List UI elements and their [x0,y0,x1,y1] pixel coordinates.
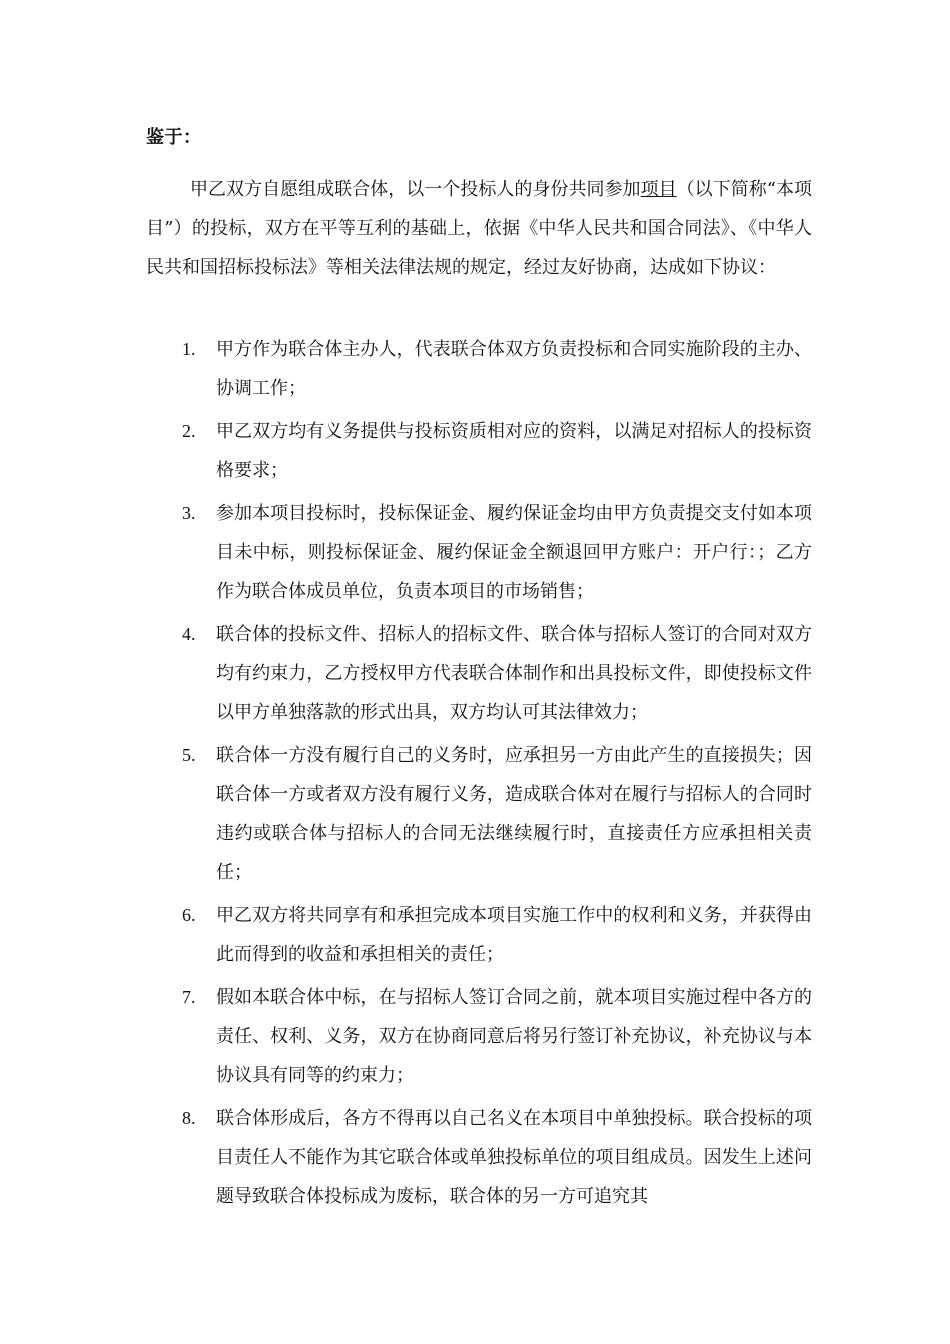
clause-item [146,330,812,408]
clause-item [146,896,812,974]
clause-item [146,736,812,892]
clause-item [146,494,812,611]
intro-paragraph [146,170,812,287]
section-heading: 鉴于： [146,127,202,148]
clause-text: 参加本项目投标时，投标保证金、履约保证金均由甲方负责提交支付如本项目未中标，则投标保证金、履约保证金全额退回甲方账户：开户行：；乙方作为联合体成员单位，负责本项目的市场销售； [216,503,812,602]
clause-text: 甲方作为联合体主办人，代表联合体双方负责投标和合同实施阶段的主办、协调工作； [216,339,812,399]
clause-number: 2. [182,421,196,441]
intro-text-before: 甲乙双方自愿组成联合体，以一个投标人的身份共同参加 [190,179,641,200]
clause-number: 4. [182,624,196,644]
clause-number: 6. [182,905,196,925]
clause-item [146,978,812,1095]
clause-number: 8. [182,1108,196,1128]
agreement-clause-list [146,330,812,1220]
clause-text: 假如本联合体中标，在与招标人签订合同之前，就本项目实施过程中各方的责任、权利、义务，双方在协商同意后将另行签订补充协议，补充协议与本协议具有同等的约束力； [216,987,812,1086]
clause-text: 联合体的投标文件、招标人的招标文件、联合体与招标人签订的合同对双方均有约束力，乙方授权甲方代表联合体制作和出具投标文件，即使投标文件以甲方单独落款的形式出具，双方均认可其法律效力； [216,624,812,723]
clause-text: 甲乙双方均有义务提供与投标资质相对应的资料，以满足对招标人的投标资格要求； [216,421,812,481]
clause-text: 联合体一方没有履行自己的义务时，应承担另一方由此产生的直接损失；因联合体一方或者双方没有履行义务，造成联合体对在履行与招标人的合同时违约或联合体与招标人的合同无法继续履行时，直接责任方应承担相关责任； [216,745,812,883]
clause-number: 7. [182,987,196,1007]
clause-number: 1. [182,339,196,359]
clause-item [146,1099,812,1216]
clause-number: 5. [182,745,196,765]
project-name-underlined: 项目 [640,179,677,200]
intro-text-after: （以下简称“本项目”）的投标，双方在平等互利的基础上，依据《中华人民共和国合同法》、《中华人民共和国招标投标法》等相关法律法规的规定，经过友好协商，达成如下协议： [146,179,813,278]
clause-item [146,412,812,490]
clause-item [146,615,812,732]
clause-number: 3. [182,503,196,523]
clause-text: 联合体形成后，各方不得再以自己名义在本项目中单独投标。联合投标的项目责任人不能作为其它联合体或单独投标单位的项目组成员。因发生上述问题导致联合体投标成为废标，联合体的另一方可追究其 [216,1108,812,1207]
clause-text: 甲乙双方将共同享有和承担完成本项目实施工作中的权利和义务，并获得由此而得到的收益和承担相关的责任； [216,905,812,965]
